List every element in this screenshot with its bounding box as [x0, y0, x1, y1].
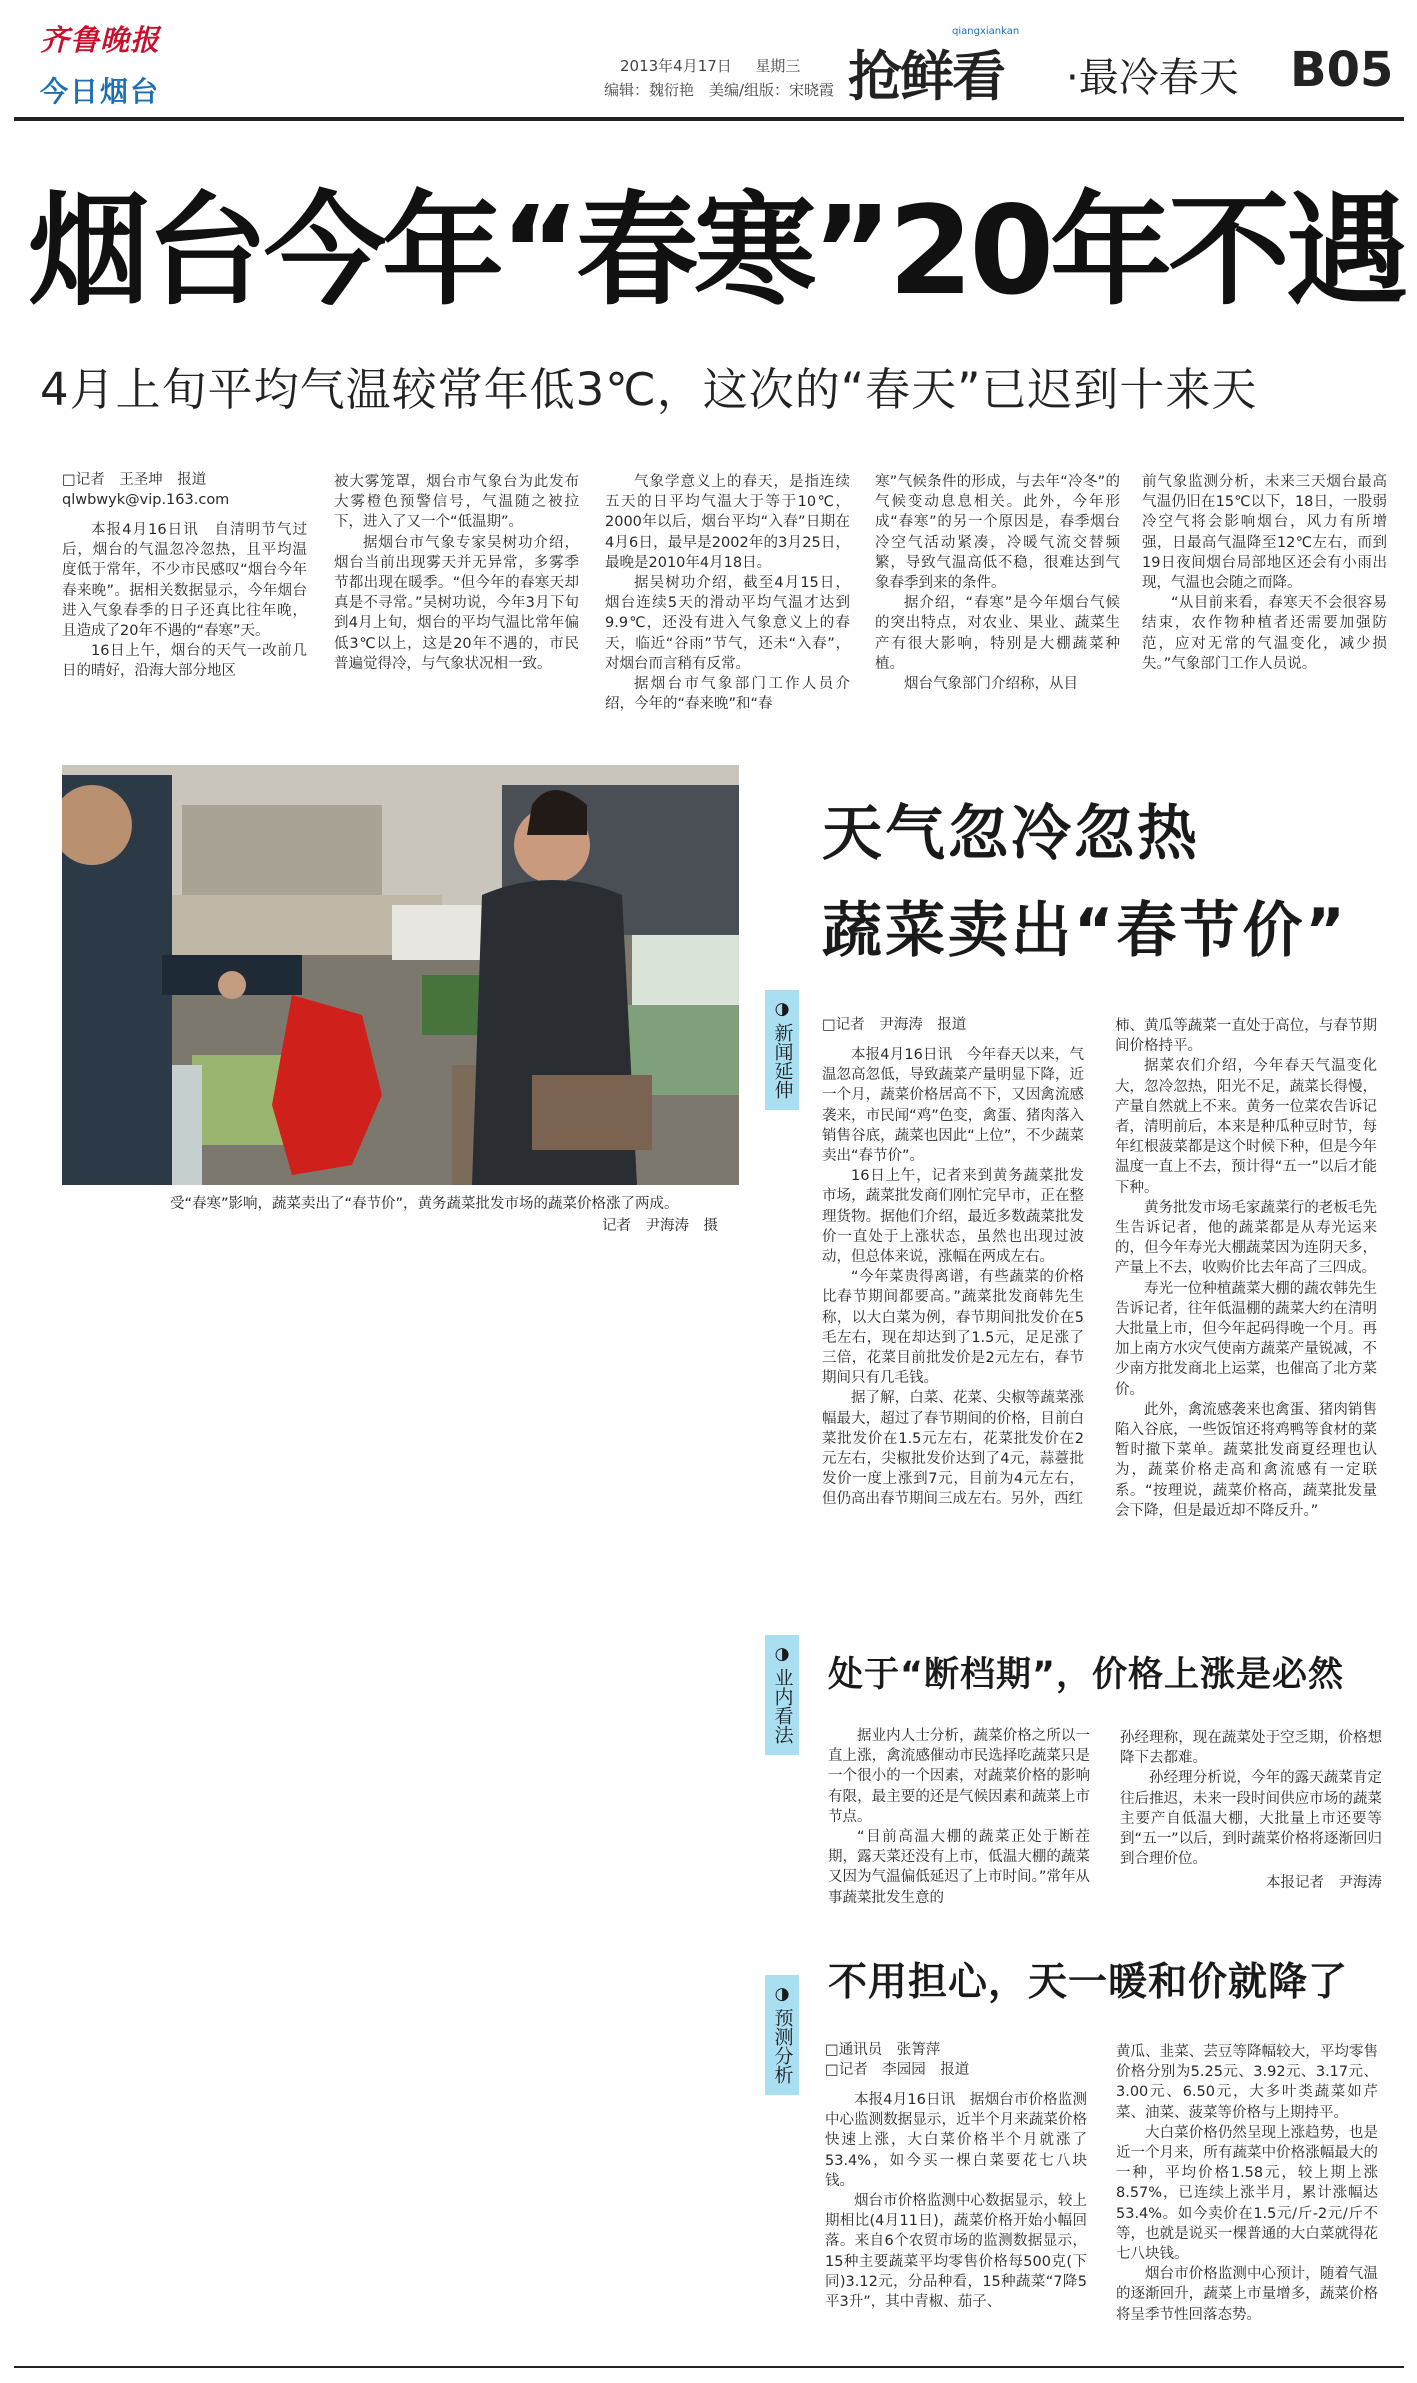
story3-section-tag	[765, 1975, 799, 2095]
story1-title-line1: 天气忽冷忽热	[822, 799, 1200, 869]
photo-credit: 记者 尹海涛 摄	[602, 1218, 718, 1234]
story3-paragraph: 黄瓜、韭菜、芸豆等降幅较大，平均零售价格分别为5.25元、3.92元、3.17元、3.00元、6.50元，大多叶类蔬菜如芹菜、油菜、菠菜等价格与上期持平。	[1116, 2044, 1378, 2121]
half-circle-icon: ◑	[774, 1644, 790, 1664]
story2-tag-label: 业内看法	[771, 1668, 794, 1744]
lead-column-3	[605, 472, 850, 714]
editors-line: 编辑：魏衍艳 美编/组版：宋晓霞	[604, 81, 835, 99]
half-circle-icon: ◑	[774, 999, 790, 1019]
news-photo	[62, 765, 739, 1185]
photo-caption: 受“春寒”影响，蔬菜卖出了“春节价”，黄务蔬菜批发市场的蔬菜价格涨了两成。	[170, 1196, 679, 1212]
weekday-text: 星期三	[755, 57, 801, 75]
story3-byline-1: □通讯员 张箐萍	[825, 2042, 941, 2058]
story2-column-a	[828, 1726, 1090, 1908]
story3-paragraph: 大白菜价格仍然呈现上涨趋势，也是近一个月来，所有蔬菜中价格涨幅最大的一种，平均价格1.58元，较上期上涨8.57%，已连续上涨半月，累计涨幅达53.4%。如今卖价在1.5元/斤-2元/斤不等，也就是说买一棵普通的大白菜就得花七八块钱。	[1116, 2124, 1378, 2263]
story3-byline-2: □记者 李园园 报道	[825, 2062, 970, 2078]
column-logo-text: 抢鲜看	[848, 45, 1004, 108]
story2-title: 处于“断档期”，价格上涨是必然	[828, 1655, 1345, 1695]
column-logo-pinyin: qiangxiankan	[952, 26, 1020, 37]
story1-paragraph: 16日上午，记者来到黄务蔬菜批发市场，蔬菜批发商们刚忙完早市，正在整理货物。据他们介绍，最近多数蔬菜批发价一直处于上涨状态，虽然也出现过波动，但总体来说，涨幅在两成左右。	[822, 1168, 1084, 1266]
lead-paragraph: 本报4月16日讯 自清明节气过后，烟台的气温忽冷忽热，且平均温度低于常年，不少市民感叹“烟台今年春来晚”。据相关数据显示，今年烟台进入气象春季的日子还真比往年晚，且造成了20年不遇的“春寒”天。	[62, 522, 307, 640]
lead-paragraph: 据烟台市气象部门工作人员介绍，今年的“春来晚”和“春	[605, 676, 850, 713]
date-text: 2013年4月17日	[620, 57, 732, 75]
story3-column-b	[1116, 2042, 1378, 2325]
edition-label: 今日烟台	[40, 75, 161, 108]
lead-paragraph: “从目前来看，春寒天不会很容易结束，农作物种植者还需要加强防范，应对无常的气温变化，减少损失。”气象部门工作人员说。	[1142, 595, 1387, 672]
lead-paragraph: 据吴树功介绍，截至4月15日，烟台连续5天的滑动平均气温才达到9.9℃，还没有进入气象意义上的春天，临近“谷雨”节气，还未“入春”，对烟台而言稍有反常。	[605, 575, 850, 672]
lead-email: qlwbwyk@vip.163.com	[62, 492, 230, 508]
story1-byline: □记者 尹海涛 报道	[822, 1017, 967, 1033]
lead-paragraph: 前气象监测分析，未来三天烟台最高气温仍旧在15℃以下，18日，一股弱冷空气将会影响烟台，风力有所增强，日最高气温降至12℃左右，而到19日夜间烟台局部地区还会有小雨出现，气温也会随之而降。	[1142, 474, 1387, 592]
story2-section-tag	[765, 1635, 799, 1755]
half-circle-icon: ◑	[774, 1984, 790, 2004]
story1-section-tag	[765, 990, 799, 1110]
story3-title: 不用担心，天一暖和价就降了	[828, 1960, 1349, 2005]
story3-paragraph: 烟台市价格监测中心数据显示，较上期相比(4月11日)，蔬菜价格开始小幅回落。来自6个农贸市场的监测数据显示，15种主要蔬菜平均零售价格每500克(下同)3.12元，分品种看，15种蔬菜“7降5平3升”，其中青椒、茄子、	[825, 2193, 1087, 2311]
lead-column-4	[875, 472, 1120, 694]
story1-tag-label: 新闻延伸	[771, 1023, 794, 1099]
paper-name-logo: 齐鲁晚报	[40, 23, 161, 57]
main-subtitle: 4月上旬平均气温较常年低3℃，这次的“春天”已迟到十来天	[40, 363, 1258, 416]
column-logo	[848, 12, 1098, 107]
story1-column-b	[1115, 1016, 1377, 1521]
lead-paragraph: 16日上午，烟台的天气一改前几日的晴好，沿海大部分地区	[62, 643, 307, 680]
masthead	[0, 0, 1417, 110]
story1-paragraph: 据菜农们介绍，今年春天气温变化大，忽冷忽热，阳光不足，蔬菜长得慢，产量自然就上不来。黄务一位菜农告诉记者，清明前后，本来是种瓜种豆时节，每年红根菠菜都是这个时候下种，但是今年温度一直上不去，预计得“五一”以后才能下种。	[1115, 1058, 1377, 1196]
story1-paragraph: 柿、黄瓜等蔬菜一直处于高位，与春节期间价格持平。	[1115, 1018, 1377, 1055]
story1-column-a	[822, 1015, 1084, 1510]
story2-paragraph: 据业内人士分析，蔬菜价格之所以一直上涨，禽流感催动市民选择吃蔬菜只是一个很小的一个因素，对蔬菜价格的影响有限，最主要的还是气候因素和蔬菜上市节点。	[828, 1728, 1090, 1825]
masthead-rule	[14, 117, 1404, 121]
story3-paragraph: 烟台市价格监测中心预计，随着气温的逐渐回升，蔬菜上市量增多，蔬菜价格将呈季节性回落态势。	[1116, 2266, 1378, 2323]
story1-paragraph: “今年菜贵得离谱，有些蔬菜的价格比春节期间都要高。”蔬菜批发商韩先生称，以大白菜为例，春节期间批发价在5毛左右，现在却达到了1.5元，足足涨了三倍，花菜目前批发价是2元左右，春节期间只有几毛钱。	[822, 1269, 1084, 1387]
lead-paragraph: 寒”气候条件的形成，与去年“冷冬”的气候变动息息相关。此外，今年形成“春寒”的另一个原因是，春季烟台冷空气活动紧凑，冷暖气流交替频繁，导致气温高低不稳，很难达到气象春季到来的条件。	[875, 474, 1120, 592]
story1-paragraph: 据了解，白菜、花菜、尖椒等蔬菜涨幅最大，超过了春节期间的价格，目前白菜批发价在1.5元左右，花菜批发价在2元左右，尖椒批发价达到了4元，蒜薹批发价一度上涨到7元，目前为4元左右，但仍高出春节期间三成左右。另外，西红	[822, 1390, 1084, 1508]
story1-title-line2: 蔬菜卖出“春节价”	[822, 896, 1348, 966]
lead-column-1	[62, 470, 307, 682]
story2-paragraph: “目前高温大棚的蔬菜正处于断茬期，露天菜还没有上市，低温大棚的蔬菜又因为气温偏低延迟了上市时间。”常年从事蔬菜批发生意的	[828, 1829, 1090, 1906]
lead-column-5	[1142, 472, 1387, 674]
column-topic: ·最冷春天	[1066, 55, 1239, 101]
main-headline: 烟台今年“春寒”20年不遇	[28, 180, 1405, 322]
story2-paragraph: 孙经理分析说，今年的露天蔬菜肯定往后推迟，未来一段时间供应市场的蔬菜主要产自低温大棚，大批量上市还要等到“五一”以后，到时蔬菜价格将逐渐回归到合理价位。	[1120, 1770, 1382, 1868]
story2-paragraph: 孙经理称，现在蔬菜处于空乏期，价格想降下去都难。	[1120, 1730, 1382, 1767]
story1-paragraph: 黄务批发市场毛家蔬菜行的老板毛先生告诉记者，他的蔬菜都是从寿光运来的，但今年寿光大棚蔬菜因为连阴天多，产量上不去，收购价比去年高了三四成。	[1115, 1199, 1377, 1277]
story3-paragraph: 本报4月16日讯 据烟台市价格监测中心监测数据显示，近半个月来蔬菜价格快速上涨，大白菜价格半个月就涨了53.4%，如今买一棵白菜要花七八块钱。	[825, 2092, 1087, 2189]
story3-tag-label: 预测分析	[771, 2008, 794, 2084]
story1-paragraph: 此外，禽流感袭来也禽蛋、猪肉销售陷入谷底，一些饭馆还将鸡鸭等食材的菜暂时撤下菜单。蔬菜批发商夏经理也认为，蔬菜价格走高和禽流感有一定联系。“按理说，蔬菜价格高，蔬菜批发量会下降，但是最近却不降反升。”	[1115, 1401, 1377, 1519]
story1-paragraph: 本报4月16日讯 今年春天以来，气温忽高忽低，导致蔬菜产量明显下降，近一个月，蔬菜价格居高不下，又因禽流感袭来，市民闻“鸡”色变，禽蛋、猪肉落入销售谷底，蔬菜也因此“上位”，不少蔬菜卖出“春节价”。	[822, 1047, 1084, 1165]
issue-date	[620, 55, 800, 76]
market-scene-illustration	[62, 765, 739, 1185]
footer-rule	[14, 2366, 1404, 2368]
story1-paragraph: 寿光一位种植蔬菜大棚的蔬农韩先生告诉记者，往年低温棚的蔬菜大约在清明大批量上市，但今年起码得晚一个月。再加上南方水灾气使南方蔬菜产量锐减，不少南方批发商北上运菜，也催高了北方菜价。	[1115, 1280, 1377, 1398]
page-number: B05	[1290, 42, 1394, 98]
lead-byline: □记者 王圣坤 报道	[62, 472, 207, 488]
story2-column-b	[1120, 1728, 1382, 1894]
story3-column-a	[825, 2040, 1087, 2312]
lead-paragraph: 气象学意义上的春天，是指连续五天的日平均气温大于等于10℃，2000年以后，烟台平均“入春”日期在4月6日，最早是2002年的3月25日，最晚是2010年4月18日。	[605, 474, 850, 571]
lead-paragraph: 据介绍，“春寒”是今年烟台气候的突出特点，对农业、果业、蔬菜生产有很大影响，特别是大棚蔬菜种植。	[875, 595, 1120, 672]
lead-paragraph: 据烟台市气象专家吴树功介绍，烟台当前出现雾天并无异常，多雾季节都出现在暖季。“但今年的春寒天却真是不寻常。”吴树功说，今年3月下旬到4月上旬，烟台的平均气温比常年偏低3℃以上，这是20年不遇的，市民普遍觉得冷，与气象状况相一致。	[334, 534, 579, 672]
lead-paragraph: 烟台气象部门介绍称，从目	[904, 676, 1078, 693]
lead-column-2	[334, 472, 579, 674]
story2-credit: 本报记者 尹海涛	[1266, 1875, 1382, 1892]
lead-paragraph: 被大雾笼罩，烟台市气象台为此发布大雾橙色预警信号，气温随之被拉下，进入了又一个“低温期”。	[334, 474, 579, 531]
